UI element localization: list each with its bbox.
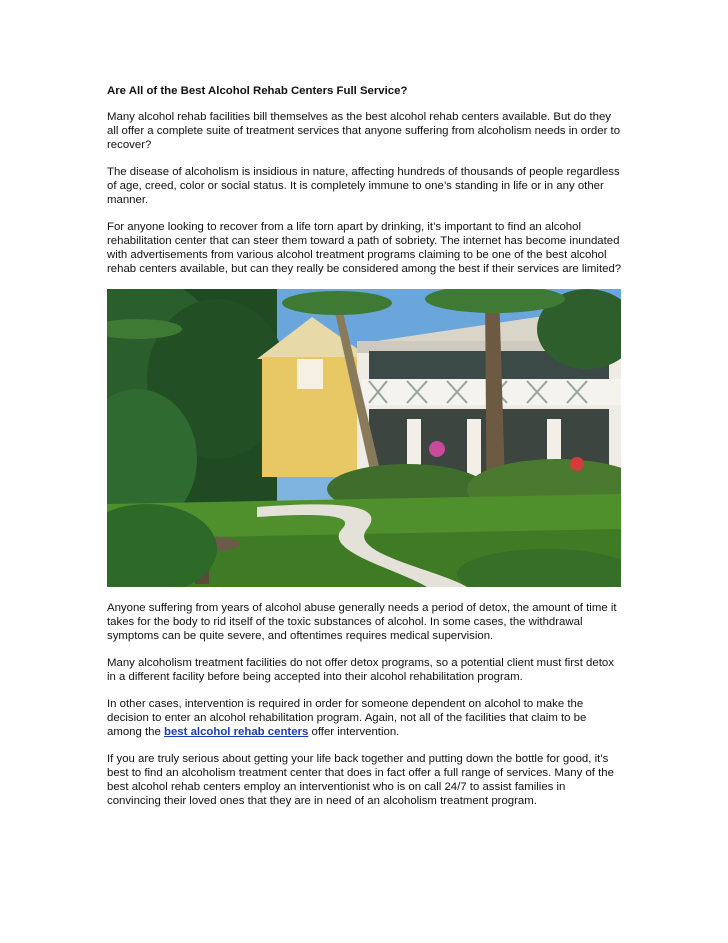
paragraph-6-text-before: In other cases, intervention is required in order for someone dependent on alcohol to make the decision to enter an alcohol rehabilitation program. Again, not all of the facilities that claim to be among the (107, 698, 587, 738)
paragraph-5: Many alcoholism treatment facilities do not offer detox programs, so a potential client must first detox in a different facility before being accepted into their alcohol rehabilitation program. (107, 657, 614, 683)
paragraph-3: For anyone looking to recover from a life torn apart by drinking, it’s important to find an alcohol rehabilitation center that can steer them toward a path of sobriety. The internet has become inundated with advertisements from various alcohol treatment programs claiming to be one of the best alcohol rehab centers available, but can they really be considered among the best if their services are limited? (107, 221, 622, 275)
paragraph-4: Anyone suffering from years of alcohol abuse generally needs a period of detox, the amount of time it takes for the body to rid itself of the toxic substances of alcohol. In some cases, the withdrawal symptoms can be quite severe, and oftentimes requires medical supervision. (107, 602, 617, 642)
paragraph-1: Many alcohol rehab facilities bill themselves as the best alcohol rehab centers available. But do they all offer a complete suite of treatment services that anyone suffering from alcoholism needs in order to recover? (107, 111, 621, 151)
best-alcohol-rehab-centers-link[interactable]: best alcohol rehab centers (164, 726, 309, 738)
article-title: Are All of the Best Alcohol Rehab Centers Full Service? (107, 85, 408, 97)
rehab-center-photo (107, 289, 621, 587)
paragraph-2: The disease of alcoholism is insidious in nature, affecting hundreds of thousands of people regardless of age, creed, color or social status. It is completely immune to one’s standing in life or in any other manner. (107, 166, 620, 206)
article (107, 84, 622, 821)
paragraph-6 (107, 697, 622, 739)
paragraph-6-text-after: offer intervention. (308, 726, 400, 738)
paragraph-7: If you are truly serious about getting your life back together and putting down the bottle for good, it’s best to find an alcoholism treatment center that does in fact offer a full range of services. Many of the best alcohol rehab centers employ an interventionist who is on call 24/7 to assist families in convincing their loved ones that they are in need of an alcoholism treatment program. (107, 753, 614, 807)
